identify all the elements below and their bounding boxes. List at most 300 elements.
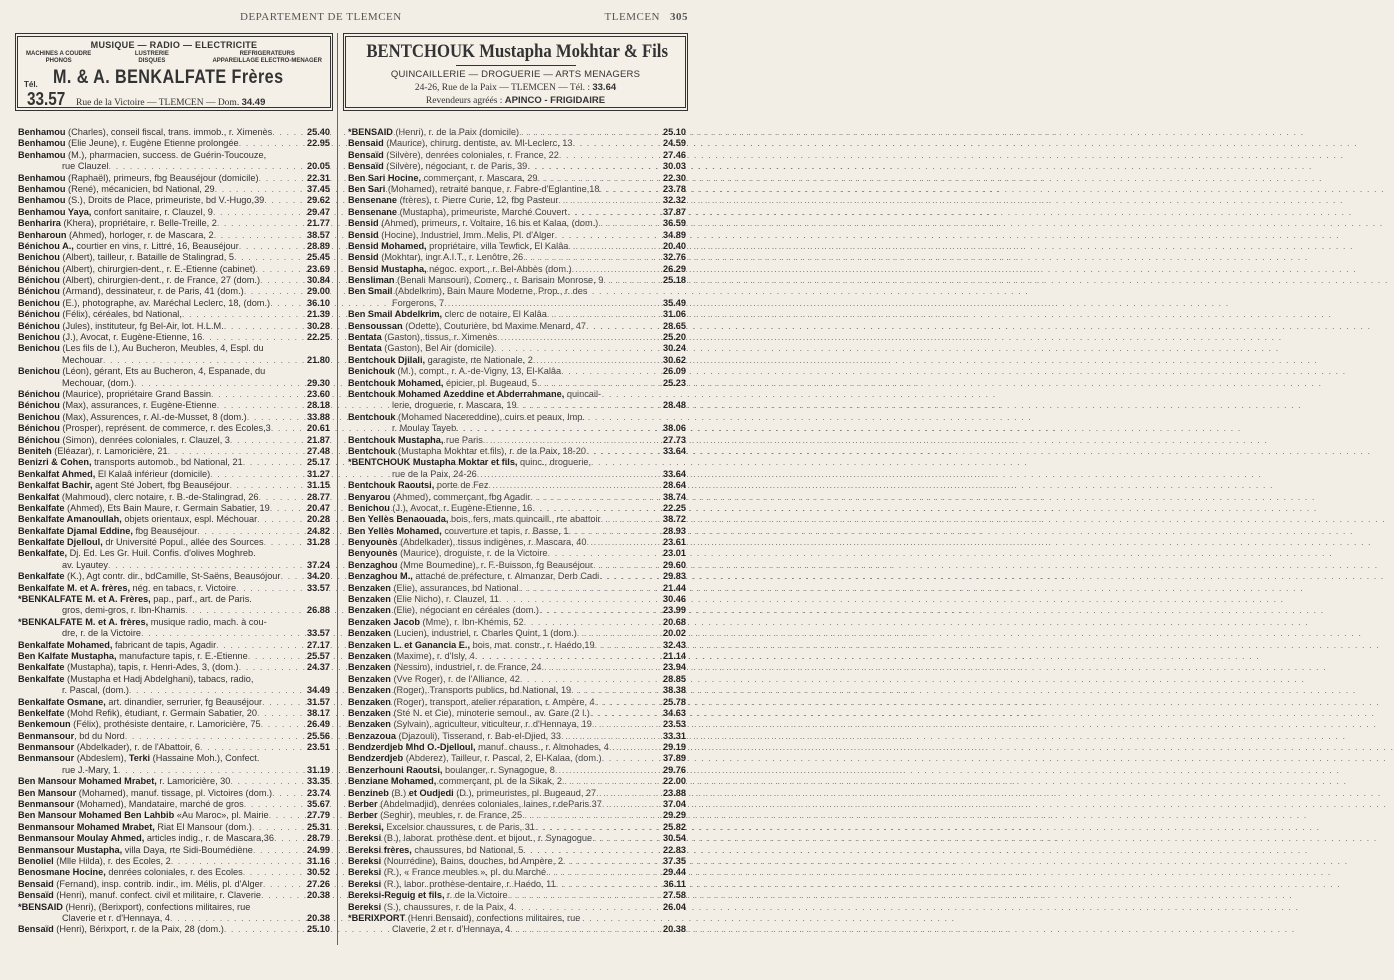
- entry-details: (Sylvain), agriculteur, viticulteur, r. d'Hennaya, 19: [390, 719, 592, 730]
- phone-number: 25.10: [307, 924, 330, 935]
- ad-tel-number: 33.57: [26, 89, 66, 109]
- entry-text: [18, 492, 259, 503]
- entry-details: (Léon), gérant, Ets au Bucheron, 4, Espanade, du: [59, 366, 266, 377]
- ad-products-1: [26, 51, 91, 65]
- dot-leader: [548, 548, 661, 559]
- entry-line: [18, 503, 330, 514]
- dot-leader: [561, 366, 660, 377]
- section-title: DEPARTEMENT DE TLEMCEN: [240, 11, 402, 23]
- entry-details: (S.), Droits de Place, primeuriste, bd V.-Hugo,39: [65, 195, 265, 206]
- phone-number: 22.31: [307, 172, 330, 183]
- entry-line: [18, 548, 330, 559]
- dot-leader: [244, 799, 304, 810]
- running-head: [0, 11, 700, 25]
- entry-details: (Max), Assurences, r. Al.-de-Musset, 8 (dom.): [59, 411, 247, 422]
- dot-leader: [596, 788, 660, 799]
- dot-leader: [259, 753, 330, 764]
- entry-name: Benyounès: [348, 537, 398, 548]
- phone-number: 29.60: [663, 559, 686, 570]
- dot-leader: [263, 879, 304, 890]
- phone-number: 27.58: [663, 890, 686, 901]
- ad-address-text: Rue de la Victoire — TLEMCEN — Dom.: [76, 98, 240, 108]
- dot-leader: [202, 332, 304, 343]
- entry-line: [348, 173, 686, 184]
- entry-name: Ben Yellès Benaouada,: [348, 514, 449, 525]
- advertisement-benkalfate: [15, 33, 333, 111]
- dot-leader: [593, 560, 660, 571]
- phone-number: 28.89: [307, 240, 330, 251]
- page-header-right: [605, 11, 688, 23]
- directory-entry: [18, 799, 330, 810]
- entry-name: Bensaïd: [18, 890, 54, 901]
- directory-entry: [18, 423, 330, 434]
- dot-leader: [243, 867, 304, 878]
- dot-leader: [602, 799, 660, 810]
- entry-line: [18, 241, 330, 252]
- entry-text: [18, 252, 234, 263]
- entry-text: [348, 583, 519, 594]
- entry-text: [18, 810, 269, 821]
- entry-name: Benzaken: [348, 582, 391, 593]
- entry-text: [18, 389, 211, 400]
- entry-text: [348, 902, 514, 913]
- entry-details: (Odette), Couturière, bd Maxime Menard, 47: [402, 320, 586, 331]
- entry-continuation: Claverie et r. d'Hennaya, 4: [62, 912, 170, 923]
- dot-leader: [567, 207, 660, 218]
- entry-continuation-line: [348, 469, 686, 480]
- entry-text: [348, 685, 571, 696]
- phone-number: 30.84: [307, 275, 330, 286]
- entry-text: [348, 913, 580, 924]
- entry-line: [348, 252, 686, 263]
- dot-leader: [585, 412, 686, 423]
- dot-leader: [499, 594, 660, 605]
- entry-text: [18, 230, 214, 241]
- entry-name: Bentchouk Djilali,: [348, 354, 426, 365]
- entry-continuation-line: [18, 560, 330, 571]
- phone-number: 27.17: [307, 639, 330, 650]
- entry-line: [18, 810, 330, 821]
- entry-name: Bereksi: [348, 901, 382, 912]
- entry-details: (M.), pharmacien, success. de Guérin-Toucouze,: [65, 149, 267, 160]
- dot-leader: [587, 286, 686, 297]
- dot-leader: [547, 309, 660, 320]
- directory-entry: [18, 651, 330, 662]
- entry-text: [348, 230, 555, 241]
- entry-details: (Mohamed Nacereddine), cuirs et peaux, Imp.: [395, 411, 585, 422]
- directory-entry: [348, 321, 686, 332]
- phone-number: 31.15: [307, 480, 330, 491]
- entry-text: [18, 514, 257, 525]
- directory-entry: [348, 548, 686, 559]
- entry-line: [18, 753, 330, 764]
- directory-entry: [348, 810, 686, 821]
- directory-entry: [18, 469, 330, 480]
- directory-entry: [348, 788, 686, 799]
- directory-entry: [348, 571, 686, 582]
- entry-details: bois, mat. constr., r. Haédo,19: [470, 639, 595, 650]
- entry-text: [18, 503, 270, 514]
- phone-number: 27.26: [307, 878, 330, 889]
- entry-details: objets orientaux, espl. Méchouar: [121, 514, 258, 525]
- entry-details-secondary: (D.), primeuristes, pl. Bugeaud, 27: [453, 787, 597, 798]
- entry-name: Bensid: [348, 252, 379, 263]
- directory-entry: [348, 309, 686, 320]
- entry-line: [18, 776, 330, 787]
- entry-text: [18, 446, 168, 457]
- entry-name: Benyounès: [348, 548, 398, 559]
- entry-details: (Abdelkader), r. de l'Abattoir, 6: [74, 742, 201, 753]
- directory-entry: [348, 378, 686, 389]
- directory-column-right: [348, 127, 686, 936]
- entry-name: Bensoussan: [348, 320, 403, 331]
- entry-continuation: Mechouar, (dom.): [62, 377, 134, 388]
- entry-line: [18, 845, 330, 856]
- entry-line: [348, 594, 686, 605]
- phone-number: 20.38: [307, 890, 330, 901]
- entry-name: Benmansour: [18, 730, 75, 741]
- entry-details: nég. en tabacs, r. Victoire: [130, 582, 237, 593]
- phone-number: 33.64: [663, 445, 686, 456]
- entry-name: Bendzerdjeb Mhd O.-Djelloul,: [348, 742, 476, 753]
- directory-entry: [18, 924, 330, 935]
- entry-name: *BENKALFATE M. et A. Frères,: [18, 594, 151, 605]
- dot-leader: [510, 924, 660, 935]
- directory-entry: [18, 742, 330, 753]
- dot-leader: [477, 469, 660, 480]
- entry-text: [348, 879, 556, 890]
- entry-text: [18, 788, 272, 799]
- directory-entry: [18, 731, 330, 742]
- phone-number: 25.17: [307, 457, 330, 468]
- entry-details: (Nessim), industriel, r. de France, 24: [390, 662, 542, 673]
- ad-product: LUSTRERIE: [134, 51, 169, 57]
- entry-text: [18, 218, 217, 229]
- entry-line: [348, 776, 686, 787]
- entry-line: [18, 674, 330, 685]
- dot-leader: [197, 526, 304, 537]
- entry-line: [18, 697, 330, 708]
- dot-leader: [475, 651, 660, 662]
- dot-leader: [595, 640, 660, 651]
- entry-details: (S.), chaussures, r. de la Paix, 4: [381, 901, 514, 912]
- phone-number: 28.18: [307, 400, 330, 411]
- entry-name: Bereksi: [348, 833, 382, 844]
- dot-leader: [601, 389, 686, 400]
- dot-leader: [523, 845, 660, 856]
- entry-text: [348, 389, 601, 400]
- entry-details: propriétaire, villa Tewfick, El Kalâa: [426, 240, 569, 251]
- entry-details: fabricant de tapis, Agadir: [112, 639, 217, 650]
- phone-number: 33.57: [307, 628, 330, 639]
- directory-entry: [348, 583, 686, 594]
- entry-line: [18, 321, 330, 332]
- entry-name: Bensid: [348, 229, 379, 240]
- entry-details-secondary: (Hassaine Moh.), Confect.: [150, 753, 260, 764]
- entry-details: (Mlle Hilda), r. des Ecoles, 2: [53, 856, 171, 866]
- directory-entry: [18, 810, 330, 821]
- dot-leader: [592, 833, 660, 844]
- phone-number: 25.45: [307, 252, 330, 263]
- phone-number: 23.01: [663, 548, 686, 559]
- entry-name: Benkalfate Mohamed,: [18, 639, 113, 650]
- entry-line: [348, 184, 686, 195]
- entry-name: Benzaken: [348, 696, 391, 707]
- entry-line: [18, 856, 330, 867]
- entry-name: Bénichou: [18, 286, 60, 297]
- entry-details: (Eléazar), r. Lamoricière, 21: [51, 445, 168, 456]
- phone-number: 22.83: [663, 844, 686, 855]
- entry-name: Benhamou: [18, 127, 66, 137]
- phone-number: 21.44: [663, 582, 686, 593]
- entry-details: (Mustapha Mokhtar et fils), r. de la Paix, 18-20: [395, 445, 586, 456]
- entry-continuation-line: [18, 605, 330, 616]
- entry-text: [348, 309, 547, 320]
- entry-text: [18, 423, 271, 434]
- phone-number: 29.76: [663, 764, 686, 775]
- dot-leader: [230, 776, 304, 787]
- entry-text: [348, 275, 603, 286]
- dot-leader: [592, 719, 660, 730]
- entry-details: (Maurice), propriétaire Grand Bassin: [59, 388, 212, 399]
- entry-line: [348, 389, 686, 400]
- entry-continuation: av. Lyautey: [62, 559, 108, 570]
- entry-details: (Mohamed), manuf. tissage, pl. Victoires (dom.): [76, 787, 273, 798]
- entry-name: Bénichou: [18, 320, 60, 331]
- dot-leader: [555, 765, 660, 776]
- dot-leader: [568, 526, 660, 537]
- entry-details: (Roger), transport, atelier réparation, r. Ampère, 4: [390, 696, 595, 707]
- phone-number: 33.31: [663, 730, 686, 741]
- entry-name: Benkalfate Amanoullah,: [18, 514, 122, 525]
- entry-name: Ben Kalfate Mustapha,: [18, 650, 117, 661]
- directory-entry: [348, 537, 686, 548]
- dot-leader: [262, 697, 304, 708]
- entry-line: [18, 173, 330, 184]
- entry-name: Ben Mansour Mohamed Mrabet,: [18, 776, 157, 787]
- entry-details: Dj. Ed. Les Gr. Huil. Confis. d'olives Moghreb.: [67, 548, 256, 559]
- entry-name: Benzaken: [348, 685, 391, 696]
- phone-number: 25.56: [307, 730, 330, 741]
- phone-number: 29.00: [307, 286, 330, 297]
- entry-name: Benkemoun: [18, 719, 71, 730]
- entry-details: (Les fils de I.), Au Bucheron, Meubles, 4, Espl. du: [59, 343, 264, 354]
- entry-details: (Abdeslem),: [74, 753, 127, 764]
- entry-line: [348, 264, 686, 275]
- entry-continuation: Claverie, 2 et r. d'Hennaya, 4: [392, 924, 511, 935]
- entry-text: [348, 378, 537, 389]
- directory-entry: [348, 286, 686, 309]
- directory-entry: [18, 708, 330, 719]
- entry-text: [18, 207, 213, 218]
- entry-text: [348, 788, 596, 799]
- entry-name: Bereksi: [348, 856, 382, 866]
- ad-address: [346, 82, 685, 93]
- entry-details: garagiste, rte Nationale, 2: [425, 354, 533, 365]
- directory-entry: [348, 435, 686, 446]
- entry-text: [348, 218, 598, 229]
- dot-leader: [247, 412, 304, 423]
- phone-number: 29.47: [307, 206, 330, 217]
- directory-entry: [348, 890, 686, 901]
- directory-entry: [348, 674, 686, 685]
- entry-details: (Fernand), insp. contrib. indir., im. Mélis, pl. d'Alger: [53, 878, 263, 889]
- advertisement-bentchouk: [343, 33, 688, 111]
- dot-leader: [216, 640, 304, 651]
- entry-name: *BENSAID: [18, 901, 63, 912]
- entry-details: (Max), assurances, r. Eugène-Etienne: [59, 400, 217, 411]
- phone-number: 38.72: [663, 514, 686, 525]
- phone-number: 31.19: [307, 764, 330, 775]
- entry-line: [18, 252, 330, 263]
- phone-number: 23.69: [307, 263, 330, 274]
- entry-details: (Mustapha), primeuriste, Marché Couvert: [397, 206, 568, 217]
- entry-name: Benhamou: [18, 149, 66, 160]
- dot-leader: [125, 731, 304, 742]
- entry-name: Benkalfat Bachir,: [18, 480, 93, 491]
- entry-line: [348, 435, 686, 446]
- phone-number: 21.14: [663, 650, 686, 661]
- phone-number: 23.88: [663, 787, 686, 798]
- directory-entry: [18, 822, 330, 833]
- entry-name: Benzaken: [348, 628, 391, 639]
- directory-entry: [348, 138, 686, 149]
- entry-details: (Maurice), chirurg. dentiste, av. Ml-Leclerc, 13: [383, 138, 573, 149]
- entry-text: [18, 366, 265, 377]
- entry-line: [348, 651, 686, 662]
- directory-entry: [348, 697, 686, 708]
- entry-name: Bénichou: [18, 388, 60, 399]
- entry-name: Bentchouk: [348, 445, 396, 456]
- entry-text: [348, 674, 520, 685]
- entry-text: [348, 617, 524, 628]
- entry-line: [18, 902, 330, 913]
- entry-details: (Roger), Transports publics, bd National, 19: [390, 685, 572, 696]
- entry-text: [348, 594, 499, 605]
- entry-continuation-line: [18, 765, 330, 776]
- dot-leader: [210, 469, 304, 480]
- entry-details: (Maxime), r. d'Isly, 4: [390, 650, 475, 661]
- dot-leader: [253, 845, 304, 856]
- dot-leader: [213, 207, 304, 218]
- entry-text: [348, 480, 488, 491]
- directory-entry: [348, 662, 686, 673]
- entry-details: (Mme Boumedine), r. F.-Buisson, fg Beauséjour: [397, 559, 594, 570]
- entry-details: commerçant, pl. de la Sikak, 2: [436, 776, 562, 787]
- entry-line: [348, 719, 686, 730]
- directory-entry: [348, 275, 686, 286]
- directory-entry: [18, 833, 330, 844]
- directory-entry: [348, 492, 686, 503]
- entry-line: [348, 343, 686, 354]
- dot-leader: [530, 492, 660, 503]
- entry-text: [348, 890, 508, 901]
- dot-leader: [259, 492, 304, 503]
- directory-entry: [348, 264, 686, 275]
- entry-details: (Abdelmadjid), denrées coloniales, laines, r.deParis.37: [377, 799, 602, 810]
- entry-line: [18, 719, 330, 730]
- directory-entry: [348, 913, 686, 936]
- entry-line: [348, 890, 686, 901]
- entry-text: [18, 867, 243, 878]
- entry-name: Benziane Mohamed,: [348, 776, 437, 787]
- entry-name: Bensenane: [348, 206, 398, 217]
- phone-number: 25.57: [307, 650, 330, 661]
- entry-line: [348, 867, 686, 878]
- phone-number: 26.29: [663, 263, 686, 274]
- entry-name: Benkelfate: [18, 707, 65, 718]
- entry-details: denrées coloniales, r. des Ecoles: [105, 867, 243, 878]
- entry-text: [348, 776, 562, 787]
- directory-entry: [18, 412, 330, 423]
- phone-number: 37.89: [663, 753, 686, 764]
- entry-text: [348, 241, 568, 252]
- entry-line: [18, 138, 330, 149]
- entry-text: [348, 719, 592, 730]
- entry-line: [348, 913, 686, 924]
- entry-name: Benosmane Hocine,: [18, 867, 106, 878]
- entry-text: [348, 753, 602, 764]
- dot-leader: [586, 321, 660, 332]
- entry-text: [348, 161, 527, 172]
- entry-line: [18, 867, 330, 878]
- entry-continuation-line: [348, 298, 686, 309]
- entry-name: Benzaken: [348, 650, 391, 661]
- phone-number: 25.23: [663, 377, 686, 388]
- entry-name: Bensid: [348, 218, 379, 229]
- entry-details: (Albert), tailleur, r. Bataille de Stalingrad, 5: [59, 252, 234, 263]
- entry-text: [348, 195, 558, 206]
- phone-number: 21.87: [307, 434, 330, 445]
- entry-name: Benhamou Yaya,: [18, 206, 92, 217]
- phone-number: 29.62: [307, 195, 330, 206]
- phone-number: 24.37: [307, 662, 330, 673]
- entry-name: Bentchouk Mustapha,: [348, 434, 444, 445]
- entry-line: [348, 366, 686, 377]
- entry-name: Benmansour: [18, 753, 75, 764]
- directory-entry: [348, 685, 686, 696]
- dot-leader: [215, 184, 304, 195]
- phone-number: 32.32: [663, 195, 686, 206]
- entry-name: Benkalfate Osmane,: [18, 696, 106, 707]
- directory-entry: [18, 867, 330, 878]
- dot-leader: [591, 457, 686, 468]
- dot-leader: [252, 822, 304, 833]
- phone-number: 33.35: [307, 776, 330, 787]
- entry-details: chaussures, bd National, 5: [411, 844, 524, 855]
- dot-leader: [558, 195, 660, 206]
- entry-continuation: rue de la Paix, 24-26: [392, 468, 477, 479]
- entry-name: Bentata: [348, 343, 382, 354]
- entry-text: [348, 173, 537, 184]
- ad-product: DISQUES: [138, 58, 166, 64]
- entry-text: [18, 127, 272, 138]
- entry-continuation: dre, r. de la Victoire: [62, 628, 141, 639]
- ad-dealers-label: Revendeurs agréés :: [425, 96, 503, 106]
- ad-products-2: [135, 51, 169, 65]
- directory-entry: [18, 286, 330, 297]
- phone-number: 31.16: [307, 856, 330, 866]
- entry-details: (Abdelkrim), Bain Maure Moderne, Prop., r. des: [392, 286, 588, 297]
- entry-continuation: Forgerons, 7: [392, 297, 445, 308]
- entry-line: [18, 708, 330, 719]
- entry-name: Benmansour Mohamed Mrabet,: [18, 821, 155, 832]
- dot-leader: [598, 218, 660, 229]
- entry-text: [348, 560, 593, 571]
- directory-entry: [18, 400, 330, 411]
- phone-number: 27.79: [307, 810, 330, 821]
- entry-name: Benzerhouni Raoutsi,: [348, 764, 443, 775]
